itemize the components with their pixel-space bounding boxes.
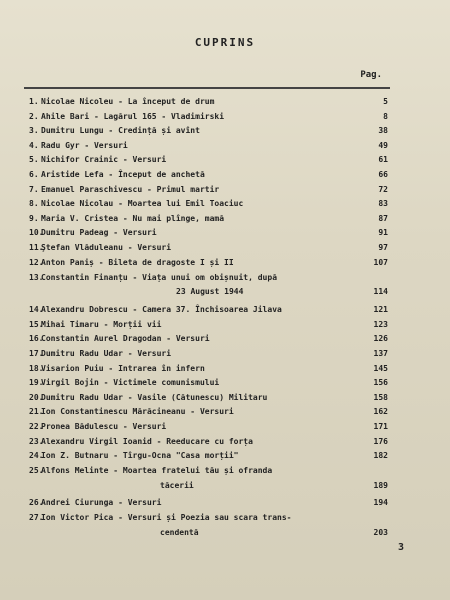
toc-entry: 8. Nicolae Nicolau - Moartea lui Emil Toaciuc 83 [29,199,388,208]
header-rule [24,87,390,89]
toc-entry: 24.Ion Z. Butnaru - Tîrgu-Ocna "Casa morții" 182 [29,451,388,460]
toc-entry: 25.Alfons Melinte - Moartea fratelui tău și ofranda [29,466,273,475]
toc-entry: 3. Dumitru Lungu - Credință și avînt 38 [29,126,388,135]
toc-entry: 6. Aristide Lefa - Început de anchetă 66 [29,170,388,179]
toc-entry: 11.Ştefan Vlăduleanu - Versuri 97 [29,243,388,252]
page-title: CUPRINS [194,36,256,49]
toc-entry-continuation: 23 August 1944 114 [176,287,388,296]
toc-entry: 17.Dumitru Radu Udar - Versuri 137 [29,349,388,358]
toc-entry: 9. Maria V. Cristea - Nu mai plînge, mamă 87 [29,214,388,223]
toc-entry: 23.Alexandru Virgil Ioanid - Reeducare cu forța 176 [29,437,388,446]
toc-entry: 19.Virgil Bojin - Victimele comunismului 156 [29,378,388,387]
toc-entry: 20.Dumitru Radu Udar - Vasile (Cătunescu) Militaru 158 [29,393,388,402]
toc-entry-continuation: tăcerii 189 [160,481,388,490]
toc-entry: 5. Nichifor Crainic - Versuri 61 [29,155,388,164]
toc-entry: 12.Anton Paniș - Bileta de dragoste I și II 107 [29,258,388,267]
toc-entry: 16.Constantin Aurel Dragodan - Versuri 126 [29,334,388,343]
toc-entry: 21.Ion Constantinescu Mărăcineanu - Versuri 162 [29,407,388,416]
toc-entry: 4. Radu Gyr - Versuri 49 [29,141,388,150]
toc-entry: 14.Alexandru Dobrescu - Camera 37. Închisoarea Jilava 121 [29,305,388,314]
toc-entry: 22.Pronea Bădulescu - Versuri 171 [29,422,388,431]
toc-entry: 18.Visarion Puiu - Intrarea în infern 145 [29,364,388,373]
toc-entry: 13.Constantin Finanțu - Viața unui om obișnuit, după [29,273,278,282]
toc-entry: 1. Nicolae Nicoleu - La început de drum 5 [29,97,388,106]
toc-entry: 7. Emanuel Paraschivescu - Primul martir 72 [29,185,388,194]
toc-entry: 2. Ahile Bari - Lagărul 165 - Vladimirski 8 [29,112,388,121]
toc-entry: 27.Ion Victor Pica - Versuri și Poezia sau scara trans- [29,513,292,522]
page-number: 3 [397,542,404,553]
toc-entry: 10.Dumitru Padeag - Versuri 91 [29,228,388,237]
toc-entry-continuation: cendentă 203 [160,528,388,537]
toc-entry: 26.Andrei Ciurunga - Versuri 194 [29,498,388,507]
pag-label: Pag. [360,70,382,80]
toc-entry: 15.Mihai Timaru - Morții vii 123 [29,320,388,329]
